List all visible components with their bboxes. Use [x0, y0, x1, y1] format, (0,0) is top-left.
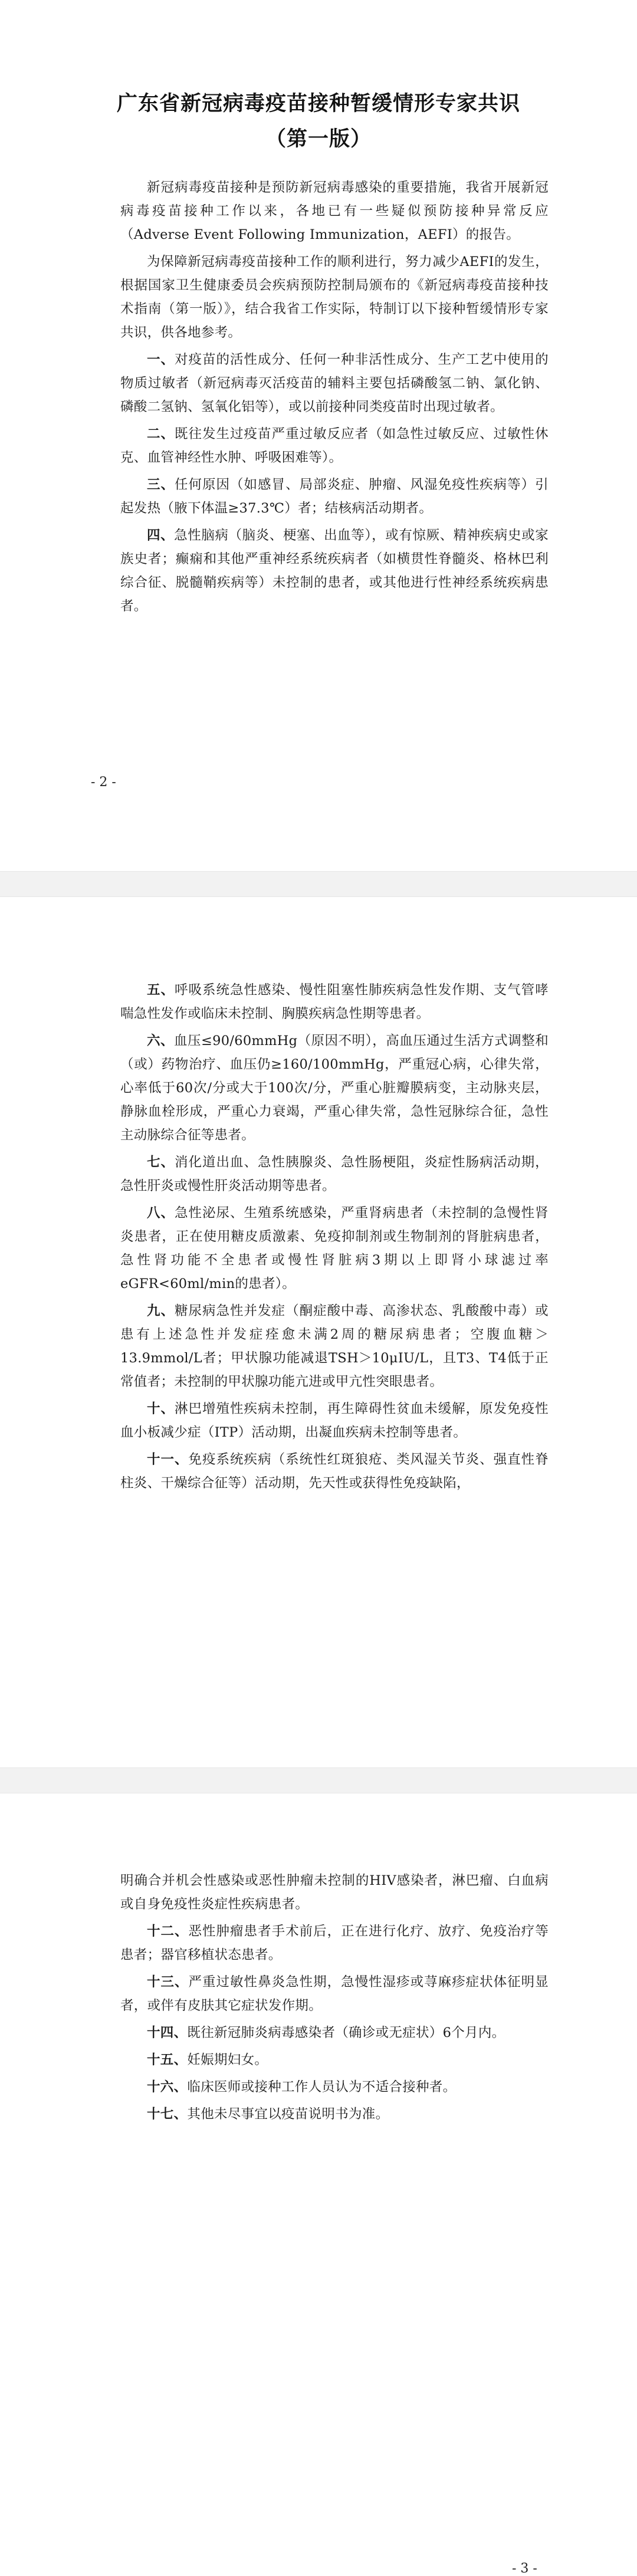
- item-11-continued: 明确合并机会性感染或恶性肿瘤未控制的HIV感染者，淋巴瘤、白血病或自身免疫性炎症性疾病患者。: [120, 1873, 549, 1912]
- item-2: 二、既往发生过疫苗严重过敏反应者（如急性过敏反应、过敏性休克、血管神经性水肿、呼吸困难等）。: [120, 426, 549, 465]
- page-3-body: [120, 1869, 549, 2130]
- item-4: 四、急性脑病（脑炎、梗塞、出血等），或有惊厥、精神疾病史或家族史者；癫痫和其他严重神经系统疾病者（如横贯性脊髓炎、格林巴利综合征、脱髓鞘疾病等）未控制的患者，或其他进行性神经系统疾病患者。: [120, 528, 549, 614]
- item-14: 十四、既往新冠肺炎病毒感染者（确诊或无症状）6个月内。: [147, 2025, 505, 2041]
- document-page-1: [0, 0, 637, 872]
- item-13: 十三、严重过敏性鼻炎急性期，急慢性湿疹或荨麻疹症状体征明显者，或伴有皮肤其它症状发作期。: [120, 1974, 549, 2013]
- intro-paragraph-2: 为保障新冠病毒疫苗接种工作的顺利进行，努力减少AEFI的发生，根据国家卫生健康委员会疾病预防控制局颁布的《新冠病毒疫苗接种技术指南（第一版）》，结合我省工作实际，特制订以下接种暂缓情形专家共识，供各地参考。: [120, 254, 549, 340]
- item-5: 五、呼吸系统急性感染、慢性阻塞性肺疾病急性发作期、支气管哮喘急性发作或临床未控制、胸膜疾病急性期等患者。: [120, 983, 549, 1021]
- page-separator: [0, 872, 637, 896]
- item-9: 九、糖尿病急性并发症（酮症酸中毒、高渗状态、乳酸酸中毒）或患有上述急性并发症痊愈未满2周的糖尿病患者；空腹血糖＞13.9mmol/L者；甲状腺功能减退TSH＞10μIU/L，且T3、T4低于正常值者；未控制的甲状腺功能亢进或甲亢性突眼患者。: [120, 1303, 549, 1389]
- page-separator: [0, 1768, 637, 1793]
- item-3: 三、任何原因（如感冒、局部炎症、肿瘤、风湿免疫性疾病等）引起发热（腋下体温≥37.3℃）者；结核病活动期者。: [120, 477, 549, 516]
- document-page-3: [0, 1793, 637, 2242]
- item-8: 八、急性泌尿、生殖系统感染，严重肾病患者（未控制的急慢性肾炎患者，正在使用糖皮质激素、免疫抑制剂或生物制剂的肾脏病患者，急性肾功能不全患者或慢性肾脏病3期以上即肾小球滤过率eGFR<60ml/min的患者）。: [120, 1205, 549, 1292]
- page-1-body: [120, 176, 549, 622]
- item-15: 十五、妊娠期妇女。: [147, 2052, 268, 2068]
- document-edition: （第一版）: [265, 127, 372, 151]
- document-title: 广东省新冠病毒疫苗接种暂缓情形专家共识: [116, 91, 520, 116]
- intro-paragraph-1: 新冠病毒疫苗接种是预防新冠病毒感染的重要措施，我省开展新冠病毒疫苗接种工作以来，各地已有一些疑似预防接种异常反应（Adverse Event Following Immunization，AEFI）的报告。: [120, 180, 549, 242]
- item-7: 七、消化道出血、急性胰腺炎、急性肠梗阻，炎症性肠病活动期，急性肝炎或慢性肝炎活动期等患者。: [120, 1155, 549, 1194]
- page-2-body: [120, 978, 549, 1499]
- page-number: - 2 -: [91, 775, 116, 790]
- item-10: 十、淋巴增殖性疾病未控制，再生障碍性贫血未缓解，原发免疫性血小板减少症（ITP）活动期，出凝血疾病未控制等患者。: [120, 1401, 549, 1440]
- item-1: 一、对疫苗的活性成分、任何一种非活性成分、生产工艺中使用的物质过敏者（新冠病毒灭活疫苗的辅料主要包括磷酸氢二钠、氯化钠、磷酸二氢钠、氢氧化铝等），或以前接种同类疫苗时出现过敏者。: [120, 352, 549, 415]
- item-12: 十二、恶性肿瘤患者手术前后，正在进行化疗、放疗、免疫治疗等患者；器官移植状态患者。: [120, 1924, 549, 1963]
- item-6: 六、血压≤90/60mmHg（原因不明），高血压通过生活方式调整和（或）药物治疗、血压仍≥160/100mmHg，严重冠心病，心律失常，心率低于60次/分或大于100次/分，严重心脏瓣膜病变，主动脉夹层，静脉血栓形成，严重心力衰竭，严重心律失常，急性冠脉综合征，急性主动脉综合征等患者。: [120, 1033, 549, 1143]
- page-number: - 3 -: [512, 2561, 537, 2576]
- item-11: 十一、免疫系统疾病（系统性红斑狼疮、类风湿关节炎、强直性脊柱炎、干燥综合征等）活动期，先天性或获得性免疫缺陷，: [120, 1452, 549, 1491]
- item-17: 十七、其他未尽事宜以疫苗说明书为准。: [147, 2107, 389, 2122]
- item-16: 十六、临床医师或接种工作人员认为不适合接种者。: [147, 2079, 457, 2095]
